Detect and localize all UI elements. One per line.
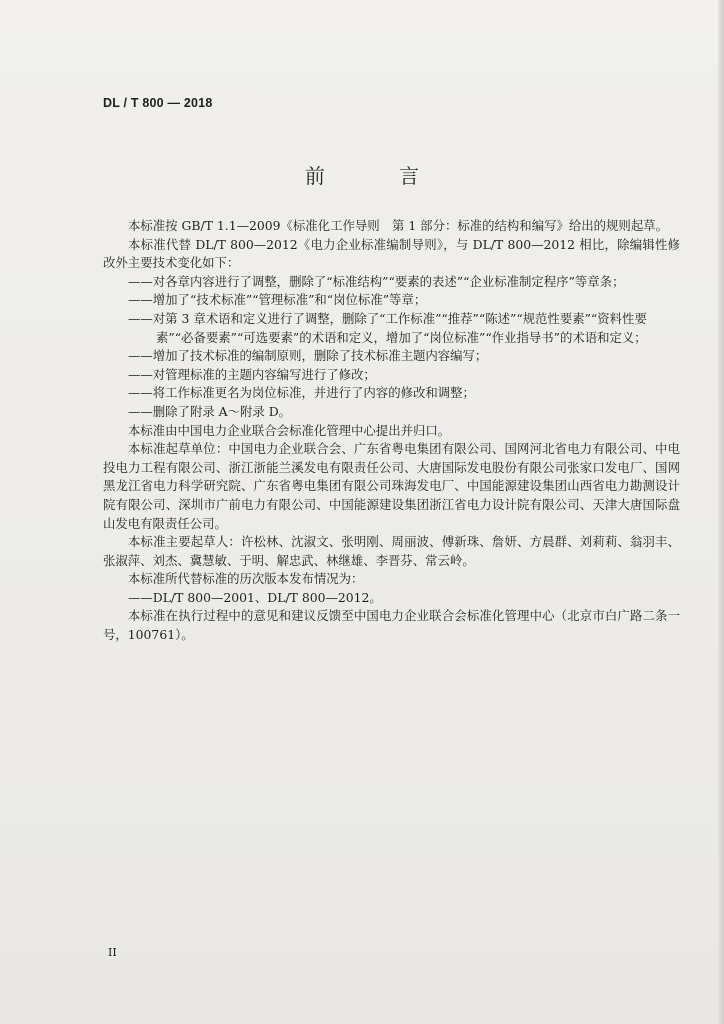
paragraph-feedback: 本标准在执行过程中的意见和建议反馈至中国电力企业联合会标准化管理中心（北京市白广路二条一号，100761）。 bbox=[103, 608, 680, 643]
page-title: 前 言 bbox=[304, 164, 454, 188]
change-item: ——删除了附录 A～附录 D。 bbox=[128, 403, 292, 419]
paragraph-proposer: 本标准由中国电力企业联合会标准化管理中心提出并归口。 bbox=[128, 422, 451, 438]
page-edge bbox=[718, 0, 724, 1024]
change-item: ——将工作标准更名为岗位标准，并进行了内容的修改和调整； bbox=[128, 385, 475, 401]
document-id: DL / T 800 — 2018 bbox=[103, 96, 213, 110]
paragraph-history-intro: 本标准所代替标准的历次版本发布情况为： bbox=[128, 571, 364, 587]
foreword-body bbox=[103, 217, 680, 645]
change-item: ——增加了“技术标准”“管理标准”和“岗位标准”等章； bbox=[128, 292, 427, 308]
change-item: ——对管理标准的主题内容编写进行了修改； bbox=[128, 366, 376, 382]
change-item: ——对第 3 章术语和定义进行了调整，删除了“工作标准”“推荐”“陈述”“规范性要素”“资料性要素”“必备要素”“可选要素”的术语和定义，增加了“岗位标准”“作业指导书”的术语和定义； bbox=[128, 310, 647, 345]
paragraph-replacement: 本标准代替 DL/T 800—2012《电力企业标准编制导则》，与 DL/T 800—2012 相比，除编辑性修改外主要技术变化如下： bbox=[103, 236, 680, 271]
history-item: ——DL/T 800—2001、DL/T 800—2012。 bbox=[128, 589, 382, 605]
page-number: II bbox=[108, 946, 117, 959]
change-item: ——增加了技术标准的编制原则，删除了技术标准主题内容编写； bbox=[128, 348, 488, 364]
paragraph-drafters: 本标准主要起草人：许松林、沈淑文、张明刚、周丽波、傅新珠、詹妍、方晨群、刘莉莉、翁羽丰、张淑萍、刘杰、冀慧敏、于明、解忠武、林继雄、李晋芬、常云岭。 bbox=[103, 534, 680, 568]
paragraph-drafting-rules: 本标准按 GB/T 1.1—2009《标准化工作导则 第 1 部分：标准的结构和编写》给出的规则起草。 bbox=[128, 218, 668, 233]
paragraph-drafting-units: 本标准起草单位：中国电力企业联合会、广东省粤电集团有限公司、国网河北省电力有限公司、中电投电力工程有限公司、浙江浙能兰溪发电有限责任公司、大唐国际发电股份有限公司张家口发电厂、国网黑龙江省电力科学研究院、广东省粤电集团有限公司珠海发电厂、中国能源建设集团山西省电力勘测设计院有限公司、深圳市广前电力有限公司、中国能源建设集团浙江省电力设计院有限公司、天津大唐国际盘山发电有限责任公司。 bbox=[103, 441, 680, 531]
change-item: ——对各章内容进行了调整，删除了“标准结构”“要素的表述”“企业标准制定程序”等章条； bbox=[128, 273, 625, 289]
